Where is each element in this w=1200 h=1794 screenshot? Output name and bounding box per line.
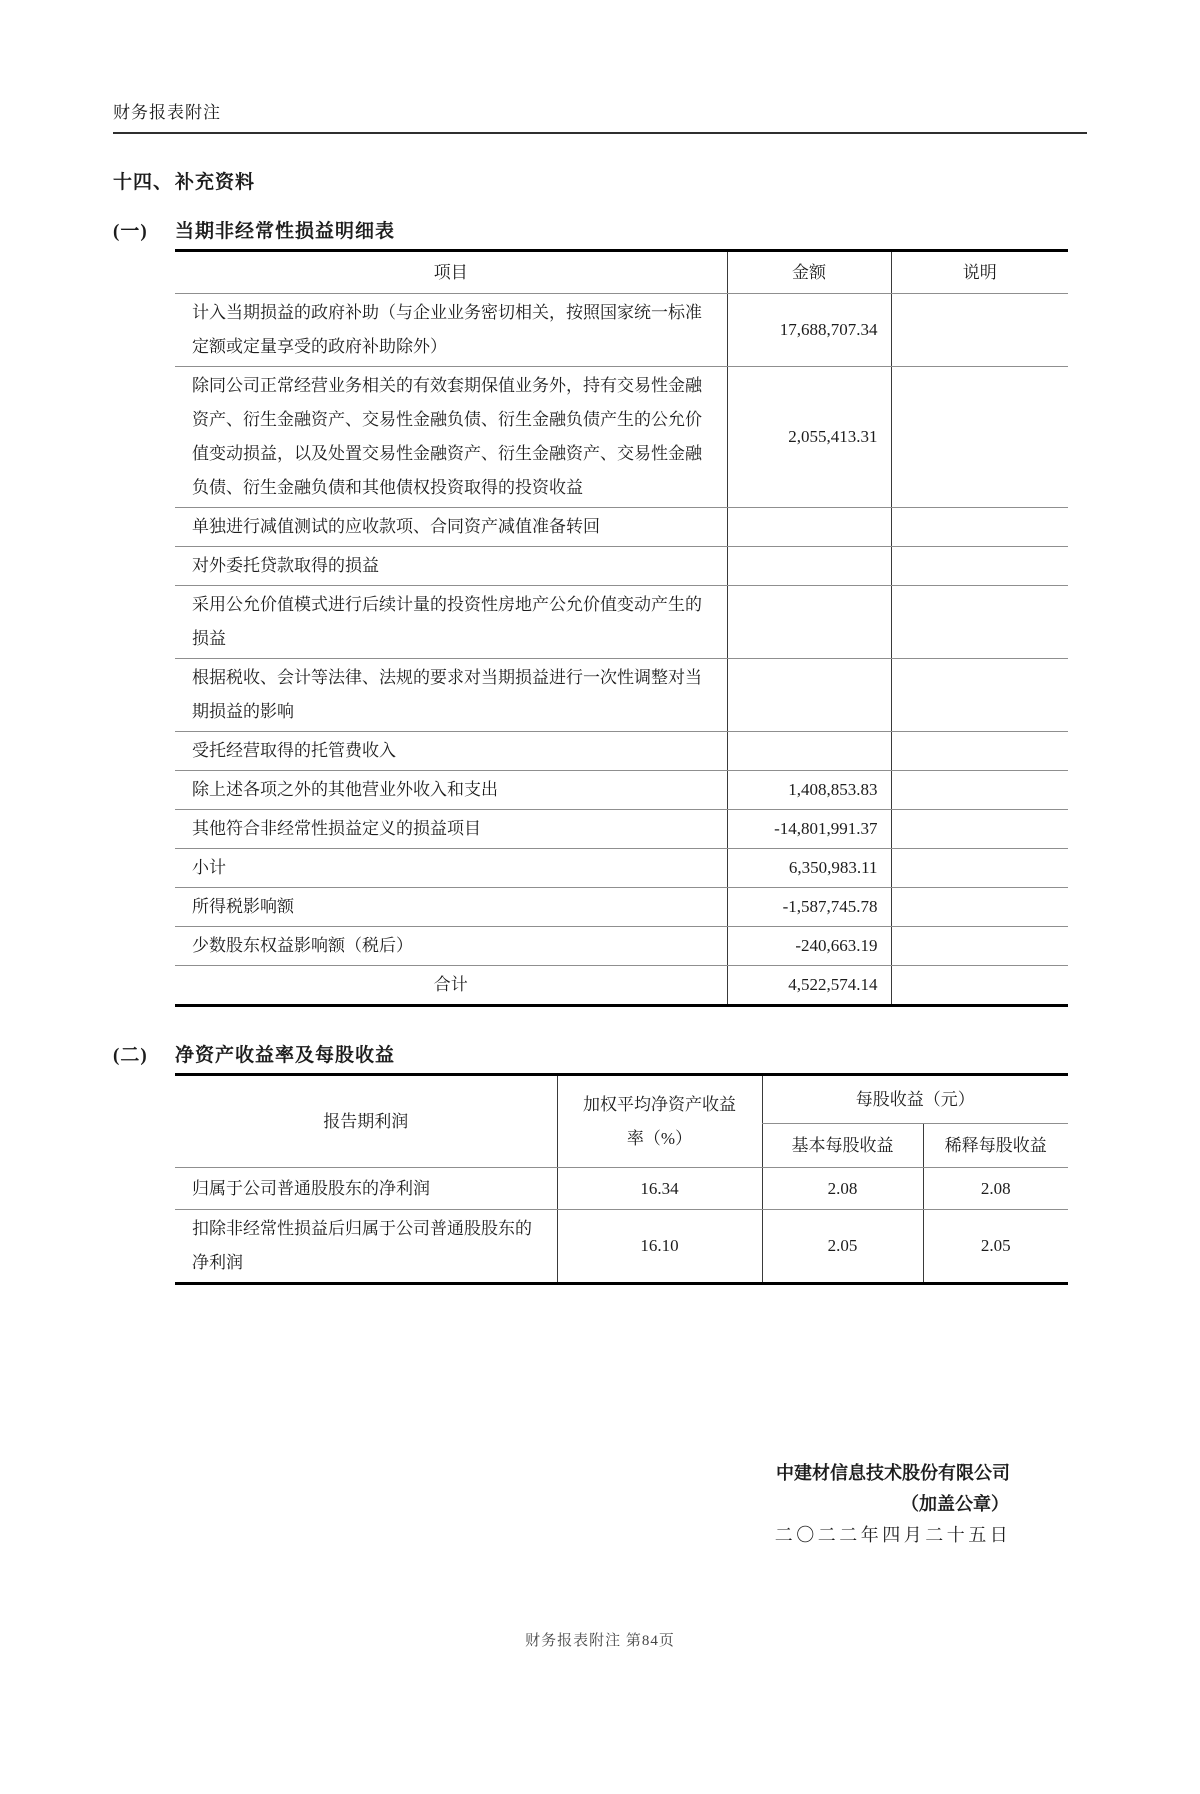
- diluted-eps-cell: 2.08: [923, 1168, 1068, 1210]
- amount-cell: [727, 732, 891, 771]
- signature-block: [773, 1458, 1013, 1551]
- note-cell: [891, 732, 1068, 771]
- item-cell: 单独进行减值测试的应收款项、合同资产减值准备转回: [175, 508, 727, 547]
- amount-cell: [727, 547, 891, 586]
- header-report-period-profit: 报告期利润: [175, 1075, 557, 1168]
- note-cell: [891, 547, 1068, 586]
- note-cell: [891, 367, 1068, 508]
- table-row: [175, 547, 1068, 586]
- item-cell: 除上述各项之外的其他营业外收入和支出: [175, 771, 727, 810]
- amount-cell: -14,801,991.37: [727, 810, 891, 849]
- note-cell: [891, 586, 1068, 659]
- note-cell: [891, 508, 1068, 547]
- note-cell: [891, 849, 1068, 888]
- amount-cell: -1,587,745.78: [727, 888, 891, 927]
- header-amount: 金额: [727, 251, 891, 294]
- company-name: 中建材信息技术股份有限公司: [776, 1463, 1010, 1483]
- subsection-1: [113, 216, 1200, 243]
- non-recurring-items-table: [175, 249, 1068, 1007]
- header-eps-group: 每股收益（元）: [762, 1075, 1068, 1124]
- item-cell: 其他符合非经常性损益定义的损益项目: [175, 810, 727, 849]
- subsection-2-number: (二): [113, 1045, 148, 1066]
- table-row: [175, 586, 1068, 659]
- table-row: [175, 367, 1068, 508]
- subsection-2-title: 净资产收益率及每股收益: [175, 1045, 396, 1066]
- item-cell: 对外委托贷款取得的损益: [175, 547, 727, 586]
- note-cell: [891, 888, 1068, 927]
- table-header-row: [175, 1075, 1068, 1124]
- roe-cell: 16.10: [557, 1210, 762, 1284]
- section-main-title: 补充资料: [175, 172, 256, 193]
- section-main-number: 十四、: [113, 172, 174, 193]
- subsection-2: [113, 1040, 1200, 1067]
- header-note: 说明: [891, 251, 1068, 294]
- note-cell: [891, 771, 1068, 810]
- subsection-1-number: (一): [113, 221, 148, 242]
- table-row: [175, 810, 1068, 849]
- total-label-cell: 合计: [433, 975, 468, 994]
- item-cell: 少数股东权益影响额（税后）: [175, 927, 727, 966]
- table-row: [175, 927, 1068, 966]
- diluted-eps-cell: 2.05: [923, 1210, 1068, 1284]
- amount-cell: -240,663.19: [727, 927, 891, 966]
- page-footer: [0, 1629, 1200, 1650]
- header-weighted-avg-roe: 加权平均净资产收益率（%）: [557, 1075, 762, 1168]
- header-diluted-eps: 稀释每股收益: [923, 1124, 1068, 1168]
- table-header-row: [175, 251, 1068, 294]
- note-cell: [891, 659, 1068, 732]
- table-row: [175, 888, 1068, 927]
- amount-cell: 2,055,413.31: [727, 367, 891, 508]
- item-cell: 除同公司正常经营业务相关的有效套期保值业务外，持有交易性金融资产、衍生金融资产、交易性金融负债、衍生金融负债产生的公允价值变动损益，以及处置交易性金融资产、衍生金融资产、交易性金融负债、衍生金融负债和其他债权投资取得的投资收益: [175, 367, 727, 508]
- item-cell: 采用公允价值模式进行后续计量的投资性房地产公允价值变动产生的损益: [175, 586, 727, 659]
- note-cell: [891, 810, 1068, 849]
- item-cell: 根据税收、会计等法律、法规的要求对当期损益进行一次性调整对当期损益的影响: [175, 659, 727, 732]
- total-amount-cell: 4,522,574.14: [727, 966, 891, 1006]
- subsection-1-title: 当期非经常性损益明细表: [175, 221, 396, 242]
- section-main: [113, 167, 1200, 194]
- header-item: 项目: [175, 251, 727, 294]
- signature-date: 二〇二二年四月二十五日: [774, 1525, 1012, 1545]
- item-cell: 受托经营取得的托管费收入: [175, 732, 727, 771]
- item-cell: 计入当期损益的政府补助（与企业业务密切相关，按照国家统一标准定额或定量享受的政府补助除外）: [175, 294, 727, 367]
- item-cell: 所得税影响额: [175, 888, 727, 927]
- item-cell: 扣除非经常性损益后归属于公司普通股股东的净利润: [192, 1219, 532, 1272]
- amount-cell: 17,688,707.34: [727, 294, 891, 367]
- amount-cell: [727, 586, 891, 659]
- page-footer-text: 财务报表附注 第84页: [525, 1633, 675, 1649]
- header-basic-eps: 基本每股收益: [762, 1124, 923, 1168]
- basic-eps-cell: 2.05: [762, 1210, 923, 1284]
- basic-eps-cell: 2.08: [762, 1168, 923, 1210]
- table-row: [175, 1168, 1068, 1210]
- table-row: [175, 508, 1068, 547]
- note-cell: [891, 966, 1068, 1006]
- table-row: [175, 771, 1068, 810]
- table-row: [175, 294, 1068, 367]
- amount-cell: [727, 659, 891, 732]
- table-row: [175, 659, 1068, 732]
- item-cell: 小计: [175, 849, 727, 888]
- amount-cell: [727, 508, 891, 547]
- note-cell: [891, 927, 1068, 966]
- total-row: [175, 966, 1068, 1006]
- roe-eps-table: [175, 1073, 1068, 1285]
- amount-cell: 6,350,983.11: [727, 849, 891, 888]
- note-cell: [891, 294, 1068, 367]
- page-header-title: 财务报表附注: [113, 103, 221, 122]
- subtotal-row: [175, 849, 1068, 888]
- company-seal-note: （加盖公章）: [901, 1494, 1009, 1514]
- amount-cell: 1,408,853.83: [727, 771, 891, 810]
- item-cell: 归属于公司普通股股东的净利润: [175, 1168, 557, 1210]
- table-row: [175, 732, 1068, 771]
- roe-cell: 16.34: [557, 1168, 762, 1210]
- table-row: [175, 1210, 1068, 1284]
- page-header: [113, 98, 1087, 134]
